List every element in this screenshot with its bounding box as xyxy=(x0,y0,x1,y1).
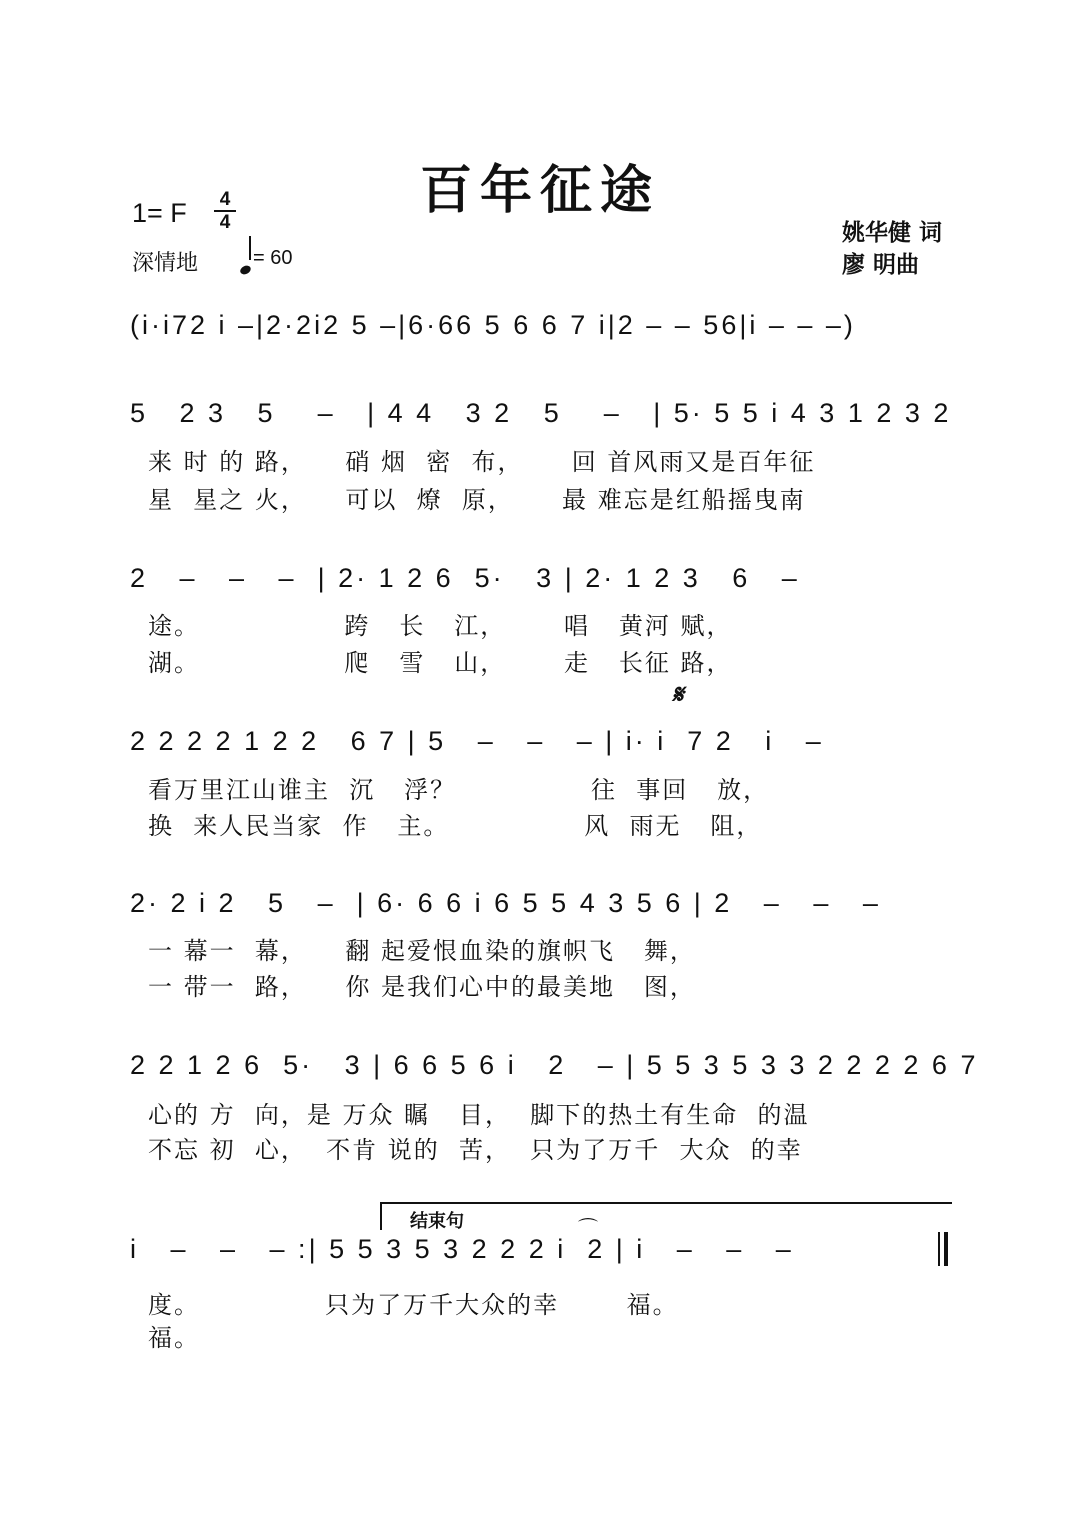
staff-system-2 xyxy=(130,555,960,599)
song-title: 百年征途 xyxy=(419,160,660,221)
ending-label: 结束句 xyxy=(410,1211,464,1232)
lyric-verse-1: 度。 只为了万千大众的幸 福。 xyxy=(148,1291,679,1319)
notes-row: 2 2 1 2 6 5· 3 | 6 6 5 6 i 2 – | 5 5 3 5 3 3 2 2 2 2 6 7 xyxy=(130,1050,979,1080)
staff-system-3 xyxy=(130,718,960,762)
final-barline-thin xyxy=(938,1232,940,1266)
notes-row: i – – – :| 5 5 3 5 3 2 2 2 i 2 | i – – – xyxy=(130,1234,794,1264)
quarter-note-icon xyxy=(239,264,252,276)
lyric-verse-1: 看万里江山谁主 沉 浮？ 往 事回 放， xyxy=(148,776,770,804)
lyric-verse-1: 来 时 的 路， 硝 烟 密 布， 回 首风雨又是百年征 xyxy=(148,448,816,476)
staff-system-1 xyxy=(130,390,960,434)
composer: 廖 明曲 xyxy=(842,252,920,278)
expression-mark: 深情地 xyxy=(132,251,199,276)
lyric-verse-2: 一 带一 路， 你 是我们心中的最美地 图， xyxy=(148,973,696,1001)
notes-row: (i·i72 i –|2·2i2 5 –|6·66 5 6 6 7 i|2 – – 56|i – – –) xyxy=(130,310,856,340)
fermata-icon: ⌒ xyxy=(578,1216,598,1240)
tempo-mark xyxy=(240,240,292,270)
time-signature xyxy=(214,190,236,232)
lyric-verse-2: 不忘 初 心， 不肯 说的 苦， 只为了万千 大众 的幸 xyxy=(148,1136,803,1164)
lyric-verse-2: 福。 xyxy=(148,1324,200,1352)
notes-row: 2 – – – | 2· 1 2 6 5· 3 | 2· 1 2 3 6 – xyxy=(130,563,800,593)
segno-sign: 𝄋 xyxy=(672,680,684,710)
tempo-value: = 60 xyxy=(253,247,293,269)
key-signature: 1= F xyxy=(132,198,187,228)
lyric-verse-1: 一 幕一 幕， 翻 起爱恨血染的旗帜飞 舞， xyxy=(148,937,696,965)
lyric-verse-1: 心的 方 向，是 万众 瞩 目， 脚下的热土有生命 的温 xyxy=(148,1101,810,1129)
notes-row: 2· 2 i 2 5 – | 6· 6 6 i 6 5 5 4 3 5 6 | 2 – – – xyxy=(130,888,881,918)
lyric-verse-2: 湖。 爬 雪 山， 走 长征 路， xyxy=(148,649,733,677)
lyric-verse-2: 换 来人民当家 作 主。 风 雨无 阻， xyxy=(148,812,763,840)
lyricist: 姚华健 词 xyxy=(842,220,943,246)
note-stem xyxy=(249,236,251,260)
lyric-verse-1: 途。 跨 长 江， 唱 黄河 赋， xyxy=(148,612,733,640)
staff-system-intro xyxy=(130,302,960,346)
staff-system-6 xyxy=(130,1226,960,1270)
staff-system-4 xyxy=(130,880,960,924)
meter-denominator: 4 xyxy=(219,212,231,233)
notes-row: 5 2 3 5 – | 4 4 3 2 5 – | 5· 5 5 i 4 3 1 2 3 2 xyxy=(130,398,952,428)
lyric-verse-2: 星 星之 火， 可以 燎 原， 最 难忘是红船摇曳南 xyxy=(148,486,806,514)
notes-row: 2 2 2 2 1 2 2 6 7 | 5 – – – | i· i 7 2 i – xyxy=(130,726,824,756)
staff-system-5 xyxy=(130,1042,979,1086)
final-barline xyxy=(944,1232,948,1266)
meter-numerator: 4 xyxy=(219,189,231,210)
